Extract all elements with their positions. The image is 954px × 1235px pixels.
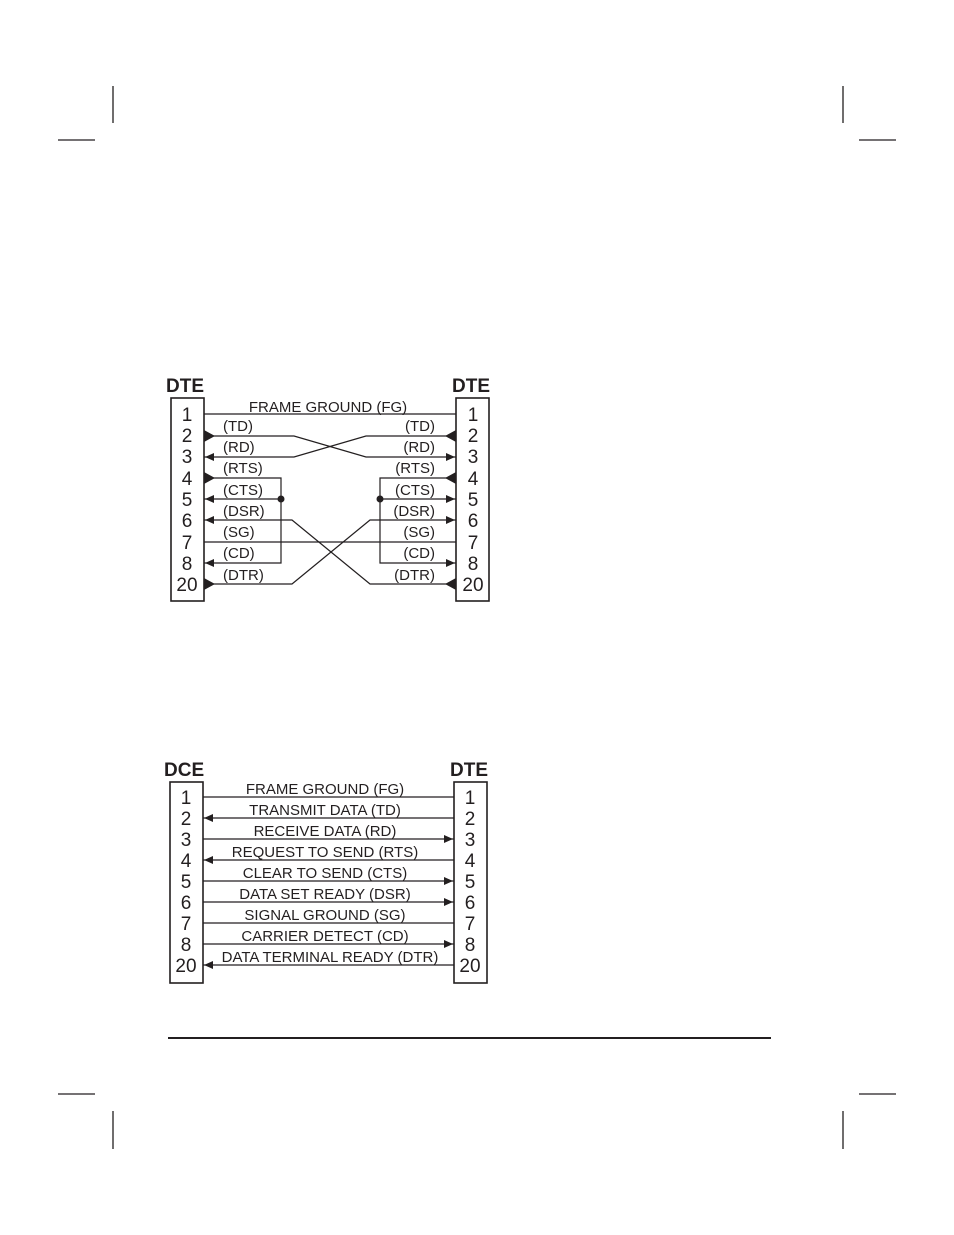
right-pin: 8 xyxy=(464,935,476,956)
right-signal-label: (CD) xyxy=(403,545,435,562)
input-arrow xyxy=(446,495,455,503)
dce-to-dte-diagram xyxy=(164,760,488,983)
right-pin: 1 xyxy=(464,788,476,809)
right-signal-label: (TD) xyxy=(405,418,435,435)
left-pin: 7 xyxy=(181,533,193,554)
right-pin: 3 xyxy=(467,447,479,468)
left-junction-dot xyxy=(278,496,285,503)
right-signal-label: (SG) xyxy=(403,524,435,541)
left-signal-label: (TD) xyxy=(223,418,253,435)
right-pin: 2 xyxy=(464,809,476,830)
input-arrow xyxy=(446,516,455,524)
right-pin: 20 xyxy=(462,575,484,596)
signal-label: RECEIVE DATA (RD) xyxy=(253,823,397,840)
left-connector-header: DCE xyxy=(164,760,205,781)
right-connector-header: DTE xyxy=(450,760,488,781)
crop-marks xyxy=(58,86,896,1149)
arrow-left xyxy=(204,961,213,969)
signal-label: CLEAR TO SEND (CTS) xyxy=(242,865,408,882)
input-arrow xyxy=(205,559,214,567)
left-pin: 5 xyxy=(180,872,192,893)
right-input-arrows xyxy=(446,453,455,567)
right-pin: 4 xyxy=(467,469,479,490)
right-pin-numbers xyxy=(459,788,480,977)
left-pin: 6 xyxy=(181,511,193,532)
right-pin: 7 xyxy=(467,533,479,554)
arrow-right xyxy=(444,940,453,948)
input-arrow xyxy=(205,516,214,524)
output-marker xyxy=(204,430,215,442)
left-signal-labels xyxy=(223,418,265,584)
left-signal-label: (RTS) xyxy=(223,460,263,477)
right-pin: 2 xyxy=(467,426,479,447)
arrow-right xyxy=(444,877,453,885)
input-arrow xyxy=(205,453,214,461)
input-arrow xyxy=(446,559,455,567)
left-signal-label: (CD) xyxy=(223,545,255,562)
right-pin-numbers xyxy=(462,405,483,596)
left-pin: 2 xyxy=(180,809,192,830)
right-signal-label: (DSR) xyxy=(393,503,435,520)
signal-label: FRAME GROUND (FG) xyxy=(245,781,405,798)
right-pin: 6 xyxy=(464,893,476,914)
right-pin: 1 xyxy=(467,405,479,426)
left-signal-label: (DSR) xyxy=(223,503,265,520)
arrow-left xyxy=(204,856,213,864)
signal-label: DATA TERMINAL READY (DTR) xyxy=(221,949,439,966)
signal-label: DATA SET READY (DSR) xyxy=(239,886,411,903)
left-pin: 7 xyxy=(180,914,192,935)
left-pin: 1 xyxy=(181,405,193,426)
signal-label: REQUEST TO SEND (RTS) xyxy=(231,844,419,861)
right-pin: 7 xyxy=(464,914,476,935)
left-pin: 20 xyxy=(175,956,197,977)
left-pin: 8 xyxy=(181,554,193,575)
input-arrow xyxy=(446,453,455,461)
right-signal-label: (CTS) xyxy=(395,482,435,499)
signal-labels xyxy=(222,781,439,966)
right-signal-label: (DTR) xyxy=(394,567,435,584)
arrow-right xyxy=(444,835,453,843)
left-pin: 5 xyxy=(181,490,193,511)
output-marker xyxy=(445,578,456,590)
right-pin: 4 xyxy=(464,851,476,872)
left-pin-numbers xyxy=(175,788,196,977)
output-marker xyxy=(445,472,456,484)
left-pin: 6 xyxy=(180,893,192,914)
right-signal-labels xyxy=(393,418,435,584)
right-signal-label: (RD) xyxy=(403,439,435,456)
left-pin-numbers xyxy=(176,405,197,596)
right-pin: 6 xyxy=(467,511,479,532)
left-signal-label: (SG) xyxy=(223,524,255,541)
right-junction-dot xyxy=(377,496,384,503)
left-pin: 3 xyxy=(180,830,192,851)
right-pin: 5 xyxy=(467,490,479,511)
output-marker xyxy=(204,472,215,484)
left-pin: 4 xyxy=(181,469,193,490)
right-pin: 5 xyxy=(464,872,476,893)
signal-label: CARRIER DETECT (CD) xyxy=(241,928,409,945)
left-signal-label: (CTS) xyxy=(223,482,263,499)
arrow-left xyxy=(204,814,213,822)
left-signal-label: (RD) xyxy=(223,439,255,456)
left-pin: 3 xyxy=(181,447,193,468)
output-marker xyxy=(445,430,456,442)
input-arrow xyxy=(205,495,214,503)
right-pin: 3 xyxy=(464,830,476,851)
left-pin: 8 xyxy=(180,935,192,956)
left-input-arrows xyxy=(205,453,214,567)
left-pin: 1 xyxy=(180,788,192,809)
left-pin: 4 xyxy=(180,851,192,872)
left-connector-header: DTE xyxy=(166,376,204,397)
signal-label: SIGNAL GROUND (SG) xyxy=(244,907,406,924)
left-pin: 20 xyxy=(176,575,198,596)
right-pin: 20 xyxy=(459,956,481,977)
output-marker xyxy=(204,578,215,590)
right-signal-label: (RTS) xyxy=(395,460,435,477)
right-pin: 8 xyxy=(467,554,479,575)
signal-label: TRANSMIT DATA (TD) xyxy=(249,802,401,819)
arrow-right xyxy=(444,898,453,906)
frame-ground-label: FRAME GROUND (FG) xyxy=(248,399,408,416)
left-pin: 2 xyxy=(181,426,193,447)
left-signal-label: (DTR) xyxy=(223,567,264,584)
right-connector-header: DTE xyxy=(452,376,490,397)
dte-to-dte-diagram xyxy=(166,376,490,601)
